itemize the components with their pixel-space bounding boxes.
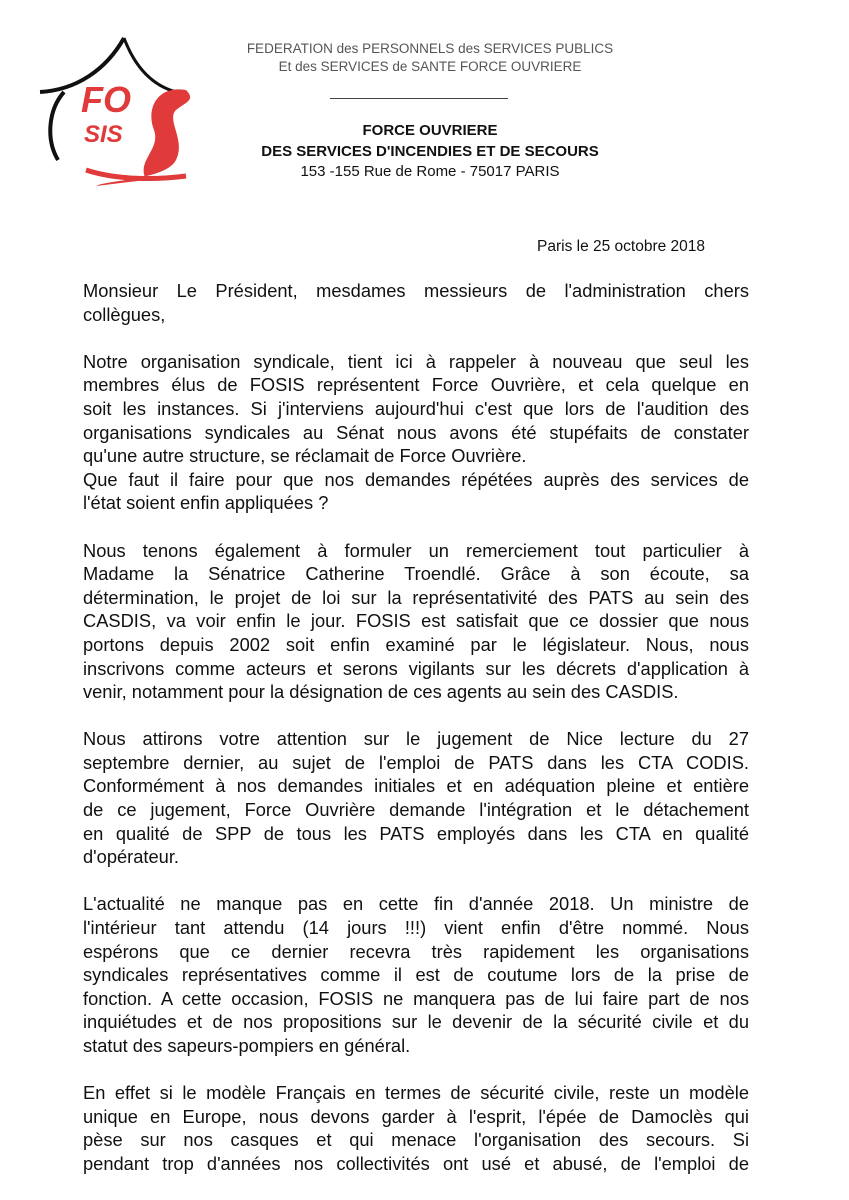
- text-line: En effet si le modèle Français en termes de sécurité civile, reste un modèle: [83, 1082, 749, 1104]
- text-line: CASDIS, va voir enfin le jour. FOSIS est satisfait que ce dossier que nous: [83, 610, 749, 632]
- text-line: de ce jugement, Force Ouvrière demande l'intégration et le détachement: [83, 799, 749, 821]
- fosis-logo: [36, 30, 206, 200]
- text-line: Notre organisation syndicale, tient ici à rappeler à nouveau que seul les: [83, 350, 749, 372]
- svg-text:SIS: SIS: [84, 121, 123, 148]
- text-line: inscrivons comme acteurs et serons vigilants sur les décrets d'application à: [83, 657, 749, 679]
- text-line: collègues,: [83, 303, 166, 325]
- federation-line-1: FEDERATION des PERSONNELS des SERVICES PUBLICS: [246, 41, 614, 56]
- text-line: Madame la Sénatrice Catherine Troendlé. Grâce à son écoute, sa: [83, 563, 749, 585]
- text-line: L'actualité ne manque pas en cette fin d'année 2018. Un ministre de: [83, 893, 749, 915]
- text-line: statut des sapeurs-pompiers en général.: [83, 1035, 411, 1056]
- text-line: l'état soient enfin appliquées ?: [83, 492, 329, 514]
- text-line: membres élus de FOSIS représentent Force Ouvrière, et cela quelque en: [83, 374, 749, 396]
- letter-body: [83, 279, 749, 1199]
- text-line: Nous attirons votre attention sur le jugement de Nice lecture du 27: [83, 728, 749, 750]
- federation-line-2: Et des SERVICES de SANTE FORCE OUVRIERE: [278, 59, 582, 74]
- text-line: soit les instances. Si j'interviens aujourd'hui c'est que lors de l'audition des: [83, 397, 749, 419]
- text-line: d'opérateur.: [83, 846, 179, 868]
- paragraph: [83, 350, 749, 468]
- text-line: Nous tenons également à formuler un remerciement tout particulier à: [83, 539, 749, 561]
- organization-heading: [230, 120, 630, 162]
- svg-text:FO: FO: [81, 79, 131, 120]
- text-line: inquiétudes et de nos propositions sur le devenir de la sécurité civile et du: [83, 1011, 749, 1033]
- paragraph: [83, 727, 749, 869]
- text-line: Monsieur Le Président, mesdames messieurs de l'administration chers: [83, 280, 749, 301]
- text-line: pendant trop d'années nos collectivités ont usé et abusé, de l'emploi de: [83, 1152, 749, 1174]
- text-line: portons depuis 2002 soit enfin examiné par le législateur. Nous, nous: [83, 633, 749, 655]
- text-line: septembre dernier, au sujet de l'emploi de PATS dans les CTA CODIS.: [83, 751, 749, 773]
- text-line: pèse sur nos casques et qui menace l'organisation des secours. Si: [83, 1129, 749, 1151]
- paragraph: [83, 892, 749, 1057]
- paragraph: [83, 279, 749, 326]
- text-line: syndicales représentatives comme il est de coutume lors de la prise de: [83, 964, 749, 986]
- letter-date: Paris le 25 octobre 2018: [537, 238, 706, 255]
- text-line: espérons que ce dernier recevra très rapidement les organisations: [83, 940, 749, 962]
- text-line: organisations syndicales au Sénat nous avons été stupéfaits de constater: [83, 421, 749, 443]
- text-line: Conformément à nos demandes initiales et en adéquation pleine et entière: [83, 775, 749, 797]
- address: 153 -155 Rue de Rome - 75017 PARIS: [300, 163, 560, 180]
- text-line: en qualité de SPP de tous les PATS employés dans les CTA en qualité: [83, 822, 749, 844]
- text-line: qu'une autre structure, se réclamait de Force Ouvrière.: [83, 445, 527, 467]
- text-line: venir, notamment pour la désignation de ces agents au sein des CASDIS.: [83, 681, 679, 703]
- text-line: l'intérieur tant attendu (14 jours !!!) vient enfin d'être nommé. Nous: [83, 917, 749, 939]
- org-line-2: DES SERVICES D'INCENDIES ET DE SECOURS: [261, 143, 599, 160]
- paragraph: [83, 468, 749, 515]
- text-line: détermination, le projet de loi sur la représentativité des PATS au sein des: [83, 586, 749, 608]
- text-line: fonction. A cette occasion, FOSIS ne manquera pas de lui faire part de nos: [83, 987, 749, 1009]
- federation-heading: [230, 40, 630, 76]
- text-line: unique en Europe, nous devons garder à l'esprit, l'épée de Damoclès qui: [83, 1105, 749, 1127]
- paragraph: [83, 1081, 749, 1175]
- header-divider: [330, 98, 508, 99]
- text-line: Que faut il faire pour que nos demandes répétées auprès des services de: [83, 468, 749, 490]
- org-line-1: FORCE OUVRIERE: [362, 122, 498, 139]
- paragraph: [83, 539, 749, 704]
